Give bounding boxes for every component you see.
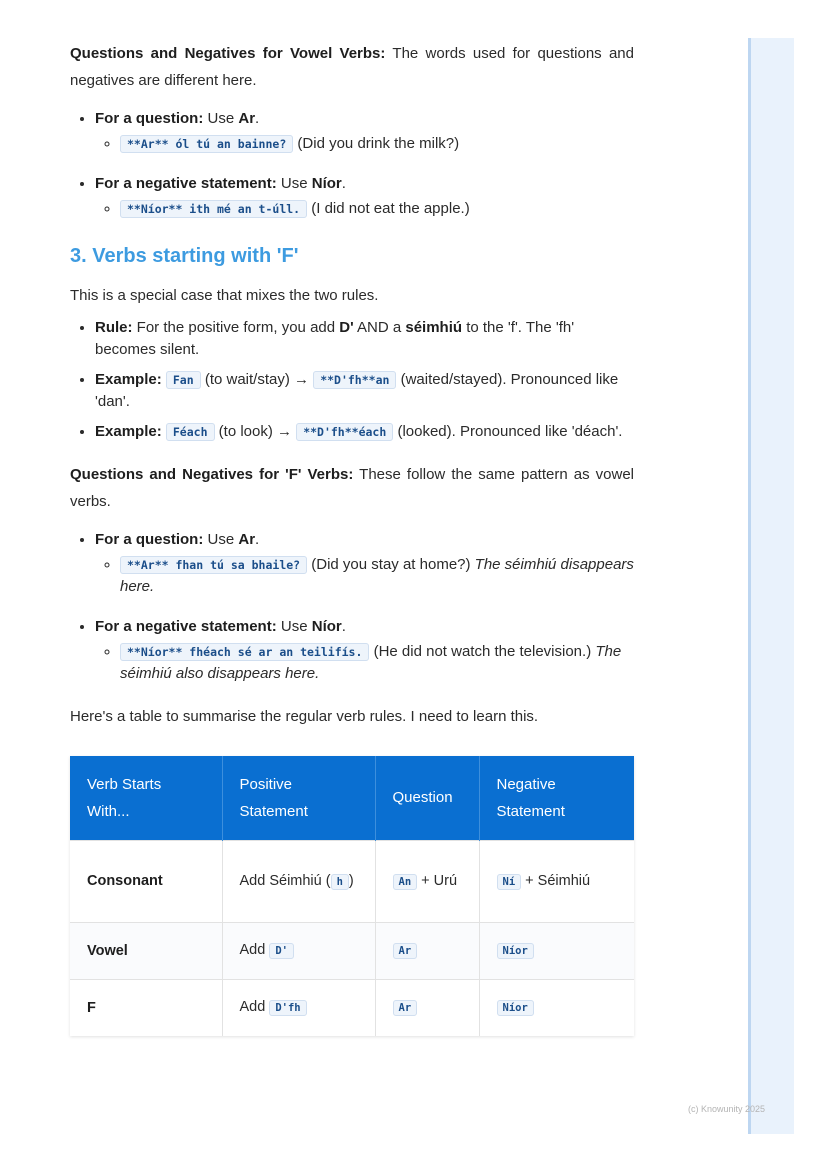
right-sidebar-panel	[748, 38, 794, 1134]
example-code: **Ar** ól tú an bainne?	[120, 135, 293, 153]
example-code: Fan	[166, 371, 201, 389]
list-item: • For a negative statement: Use Níor. ◦ **Níor** fhéach sé ar an teilifís. (He did not watch the television.) The séimhiú also disappears here.	[95, 616, 634, 685]
verb-rules-table	[70, 756, 634, 1036]
table-header: Positive Statement	[222, 756, 375, 840]
f-questions-heading: Questions and Negatives for 'F' Verbs:	[70, 466, 354, 483]
list-item: ◦ **Níor** fhéach sé ar an teilifís. (He did not watch the television.) The séimhiú also disappears here.	[120, 641, 634, 685]
vowel-rules-list	[70, 108, 634, 220]
table-cell: Ní + Séimhiú	[479, 840, 634, 922]
table-cell: F	[70, 979, 222, 1036]
table-header: Question	[375, 756, 479, 840]
table-cell: Add D'	[222, 922, 375, 979]
document-content	[70, 40, 634, 1036]
list-item: • For a question: Use Ar. ◦ **Ar** ól tú an bainne? (Did you drink the milk?)	[95, 108, 634, 155]
example-code: Féach	[166, 423, 215, 441]
example-code: **Ar** fhan tú sa bhaile?	[120, 556, 307, 574]
example-code: **D'fh**éach	[296, 423, 393, 441]
table-row	[70, 979, 634, 1036]
list-item: • For a question: Use Ar. ◦ **Ar** fhan tú sa bhaile? (Did you stay at home?) The séimhiú disappears here.	[95, 529, 634, 598]
table-cell: Ar	[375, 979, 479, 1036]
table-row	[70, 922, 634, 979]
f-questions-paragraph: Questions and Negatives for 'F' Verbs: These follow the same pattern as vowel verbs.	[70, 466, 634, 510]
table-header: Negative Statement	[479, 756, 634, 840]
list-item: • Example: Fan (to wait/stay) → **D'fh**an (waited/stayed). Pronounced like 'dan'.	[95, 369, 634, 413]
table-header: Verb Starts With...	[70, 756, 222, 840]
vowel-questions-paragraph: Questions and Negatives for Vowel Verbs: The words used for questions and negatives are different here.	[70, 45, 634, 89]
list-item: ◦ **Níor** ith mé an t-úll. (I did not eat the apple.)	[120, 198, 634, 220]
table-cell: Add Séimhiú ( h )	[222, 840, 375, 922]
table-cell: Add D'fh	[222, 979, 375, 1036]
table-cell: Consonant	[70, 840, 222, 922]
list-item: ◦ **Ar** fhan tú sa bhaile? (Did you stay at home?) The séimhiú disappears here.	[120, 554, 634, 598]
list-item: • Example: Féach (to look) → **D'fh**éach (looked). Pronounced like 'déach'.	[95, 421, 634, 443]
table-cell: An + Urú	[375, 840, 479, 922]
f-rules-list	[70, 317, 634, 443]
table-cell: Níor	[479, 979, 634, 1036]
f-qn-list	[70, 529, 634, 685]
list-item: • Rule: For the positive form, you add D' AND a séimhiú to the 'f'. The 'fh' becomes silent.	[95, 317, 634, 361]
table-cell: Ar	[375, 922, 479, 979]
table-cell: Níor	[479, 922, 634, 979]
example-code: **Níor** ith mé an t-úll.	[120, 200, 307, 218]
example-code: **Níor** fhéach sé ar an teilifís.	[120, 643, 369, 661]
table-intro: Here's a table to summarise the regular verb rules. I need to learn this.	[70, 708, 539, 725]
vowel-questions-heading: Questions and Negatives for Vowel Verbs:	[70, 45, 386, 62]
list-item: ◦ **Ar** ól tú an bainne? (Did you drink the milk?)	[120, 133, 634, 155]
table-cell: Vowel	[70, 922, 222, 979]
table-header-row	[70, 756, 634, 840]
table-row	[70, 840, 634, 922]
copyright-footer: (c) Knowunity 2025	[688, 1104, 766, 1114]
example-code: **D'fh**an	[313, 371, 396, 389]
list-item: • For a negative statement: Use Níor. ◦ **Níor** ith mé an t-úll. (I did not eat the apple.)	[95, 173, 634, 220]
section-heading-f-verbs: 3. Verbs starting with 'F'	[70, 245, 299, 267]
f-intro-paragraph: This is a special case that mixes the two rules.	[70, 287, 379, 304]
